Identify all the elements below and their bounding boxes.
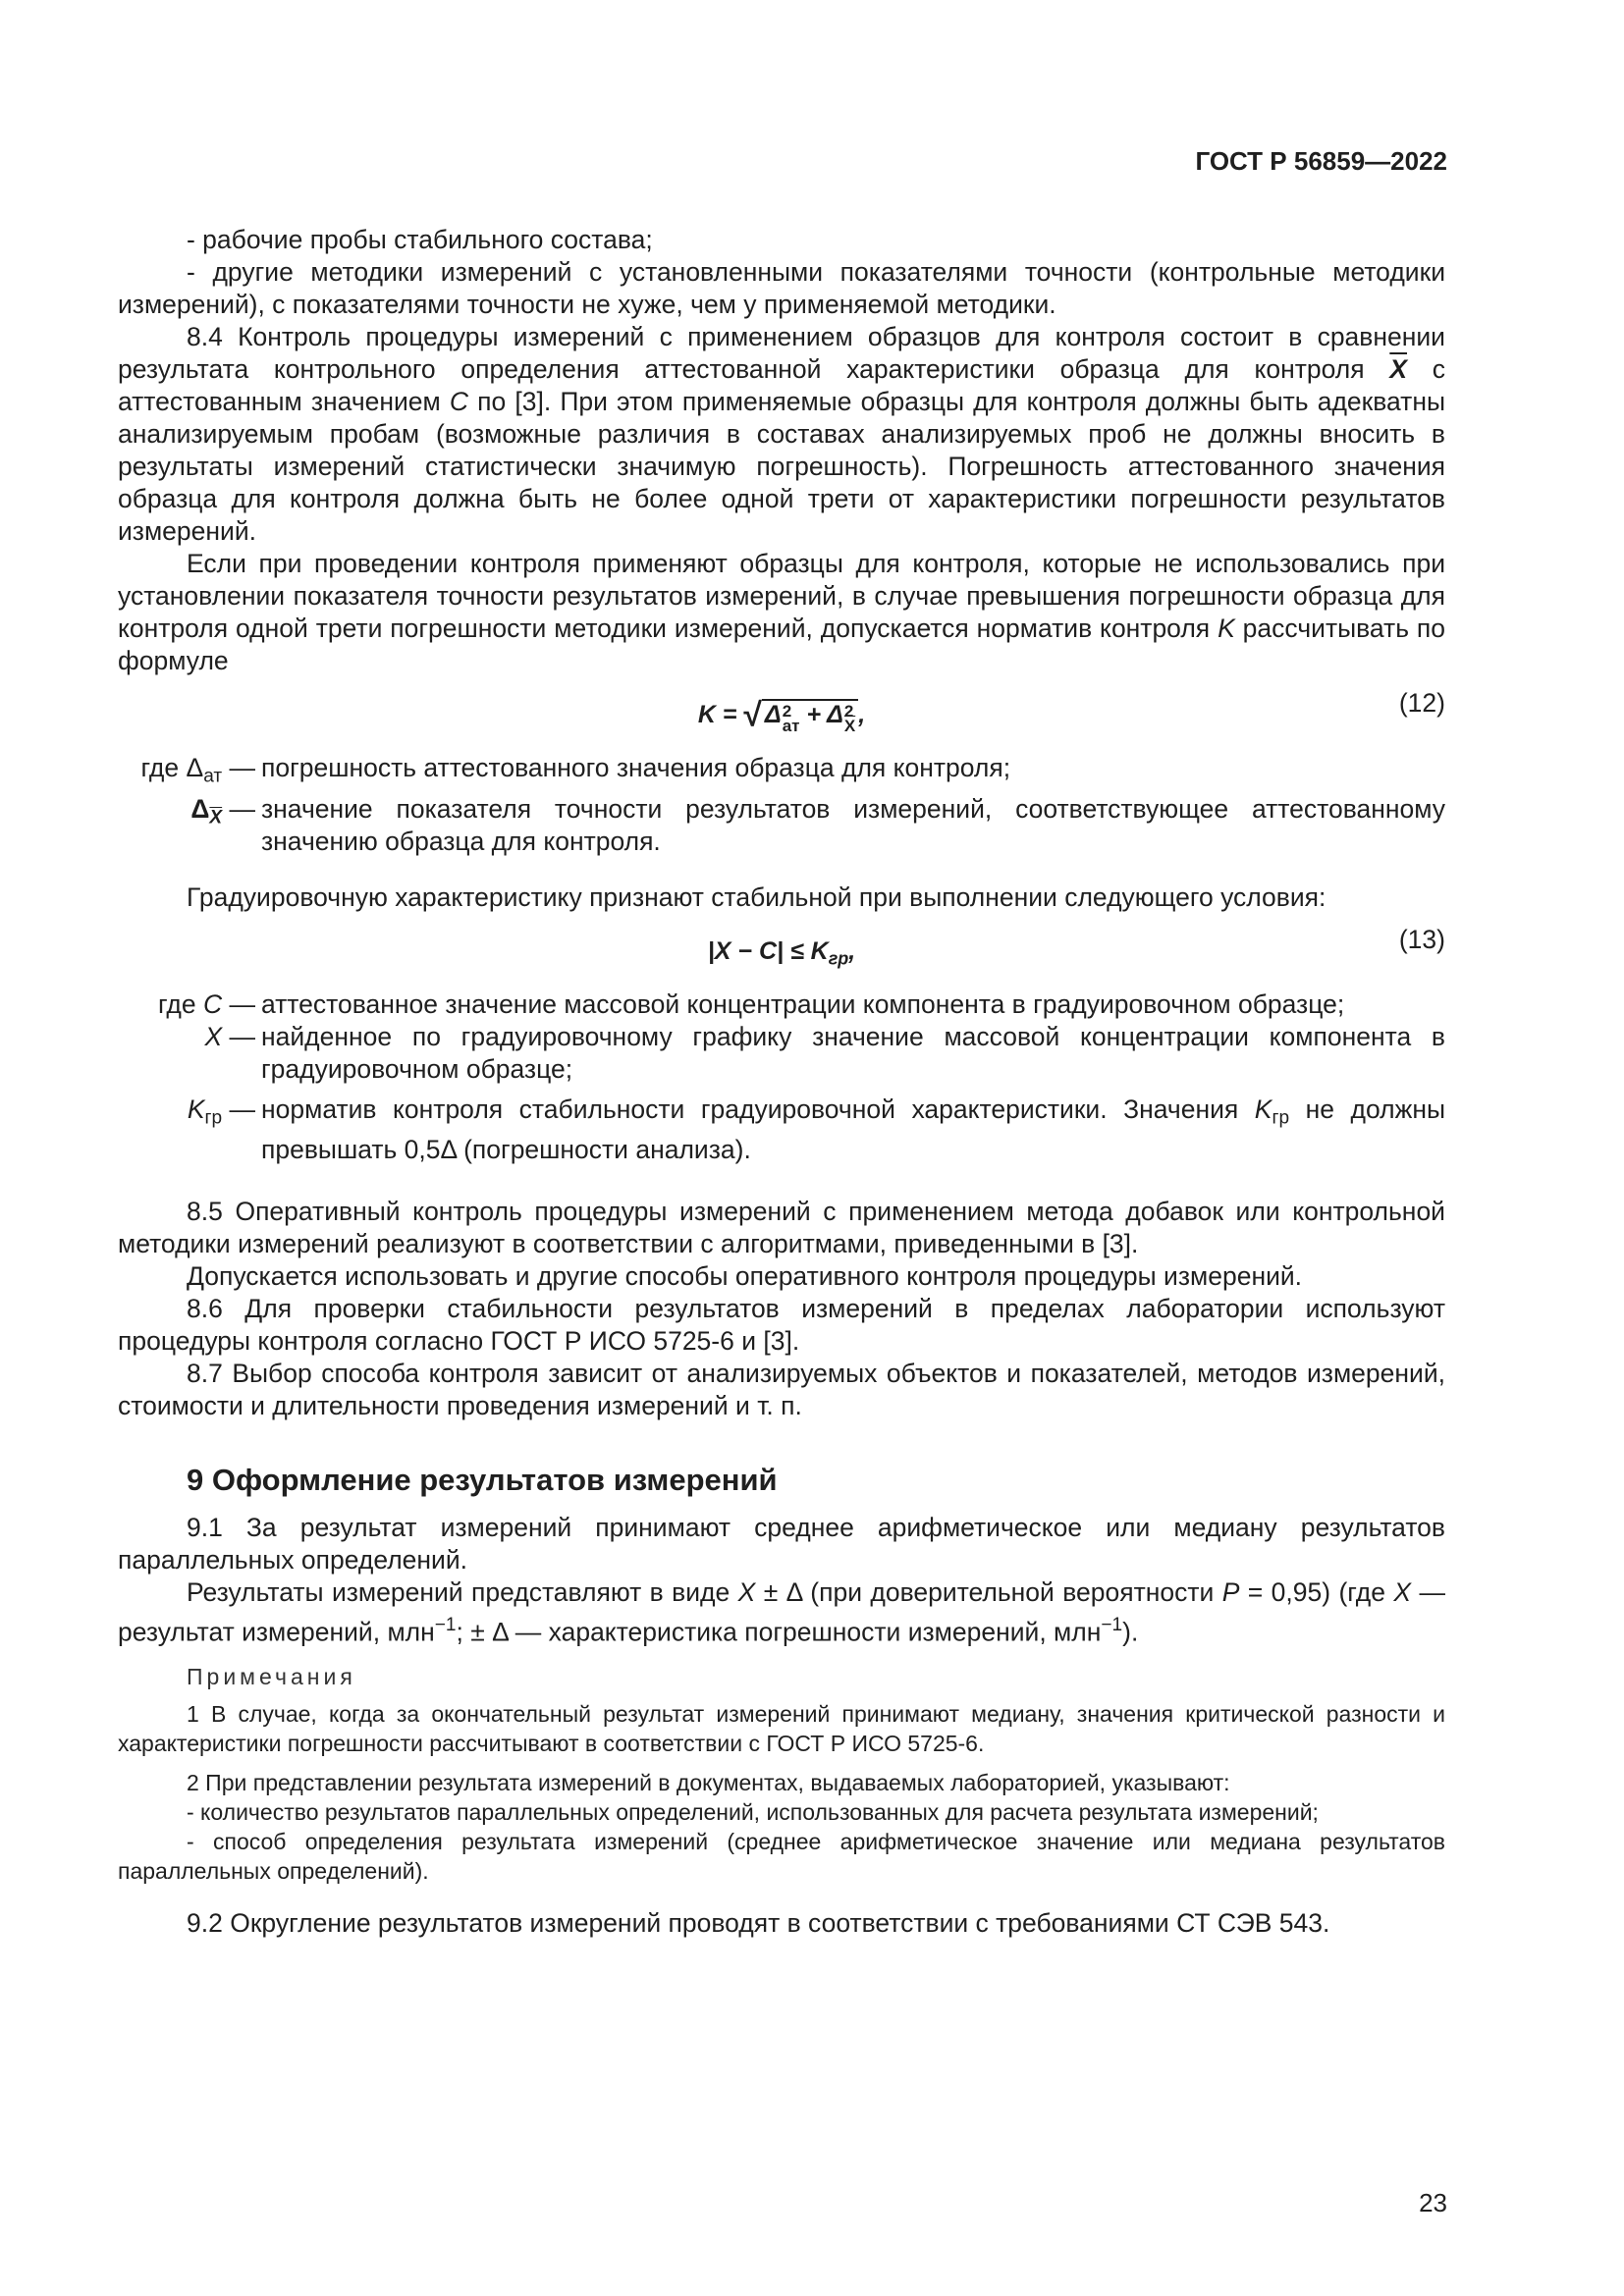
paragraph-8-5: 8.5 Оперативный контроль процедуры измерений с применением метода добавок или контрольной методики измерений реализуют в соответствии с алгоритмами, приведенными в [3].: [118, 1197, 1445, 1259]
where-item: $K_{гр}$ — норматив контроля стабильности градуировочной характеристики. Значения $K_{гр}$ не должны превышать 0,5Δ (погрешности анализа).: [187, 1094, 1446, 1165]
formula-13: [118, 920, 1445, 988]
formula-12-expression: K = √ Δ 2 ат + Δ $\frac{2}{X}$ ,: [697, 696, 866, 736]
paragraph-8-5-cont: Допускается использовать и другие способы оперативного контроля процедуры измерений.: [187, 1261, 1303, 1292]
bullet-item: - рабочие пробы стабильного состава;: [187, 225, 653, 254]
bullet-item: - другие методики измерений с установленными показателями точности (контрольные методики измерений), с показателями точности не хуже, чем у применяемой методики.: [118, 257, 1445, 319]
symbol-x-bar: $\overline{X}$: [1389, 354, 1408, 384]
where-item: X — найденное по градуировочному графику значение массовой концентрации компонента в градуировочном образце;: [204, 1021, 1445, 1084]
paragraph-9-1-cont: Результаты измерений представляют в виде X ± Δ (при доверительной вероятности P = 0,95) (где X — результат измерений, млн$^{-1}$; ± Δ — характеристика погрешности измерений, млн$^{-1}$).: [118, 1577, 1445, 1647]
paragraph-9-2: 9.2 Округление результатов измерений проводят в соответствии с требованиями СТ СЭВ 543.: [187, 1907, 1330, 1938]
formula-12: [118, 683, 1445, 752]
note-2-item: - способ определения результата измерений (среднее арифметическое значение или медиана результатов параллельных определений).: [118, 1828, 1445, 1884]
paragraph-8-4: 8.4 Контроль процедуры измерений с применением образцов для контроля состоит в сравнении результата контрольного определения аттестованной характеристики образца для контроля $\overline{X}$ с аттестованным значением C по [3]. При этом применяемые образцы для контроля должны быть адекватны анализируемым пробам (возможные различия в составах анализируемых проб не должны вносить в результаты измерений статистически значимую погрешность). Погрешность аттестованного значения образца для контроля должна быть не более одной трети от характеристики погрешности результатов измерений.: [118, 322, 1445, 546]
where-item: $\Delta_{\overline{X}}$ — значение показателя точности результатов измерений, соответствующее аттестованному значению образца для контроля.: [190, 793, 1445, 856]
note-2: 2 При представлении результата измерений в документах, выдаваемых лабораторией, указывают:: [187, 1769, 1230, 1795]
paragraph-grad: Градуировочную характеристику признают стабильной при выполнении следующего условия:: [187, 881, 1326, 912]
page-number: 23: [1419, 2188, 1447, 2217]
notes-heading: Примечания: [187, 1663, 356, 1689]
note-2-item: - количество результатов параллельных определений, использованных для расчета результата измерений;: [187, 1798, 1319, 1825]
formula-13-expression: $|X - C| \le K_{гр}$,: [707, 936, 856, 969]
formula-13-number: (13): [1398, 924, 1445, 954]
note-1: 1 В случае, когда за окончательный результат измерений принимают медиану, значения критической разности и характеристики погрешности рассчитывают в соответствии с ГОСТ Р ИСО 5725-6.: [118, 1700, 1445, 1756]
section-9-heading: 9 Оформление результатов измерений: [187, 1463, 778, 1498]
document-code-header: ГОСТ Р 56859—2022: [1195, 146, 1447, 176]
paragraph-8-4-cont: Если при проведении контроля применяют образцы для контроля, которые не использовались при установлении показателя точности результатов измерений, в случае превышения погрешности образца для контроля одной трети погрешности методики измерений, допускается норматив контроля K рассчитывать по формуле: [118, 549, 1445, 675]
paragraph-8-6: 8.6 Для проверки стабильности результатов измерений в пределах лаборатории используют процедуры контроля согласно ГОСТ Р ИСО 5725-6 и [3].: [118, 1294, 1445, 1357]
where-item: где $\Delta_{ат}$ — погрешность аттестованного значения образца для контроля;: [140, 753, 1011, 787]
paragraph-8-7: 8.7 Выбор способа контроля зависит от анализируемых объектов и показателей, методов измерений, стоимости и длительности проведения измерений и т. п.: [118, 1359, 1445, 1421]
where-item: где C — аттестованное значение массовой концентрации компонента в градуировочном образце;: [157, 988, 1345, 1019]
sqrt-icon: √: [743, 696, 762, 734]
page-content: [118, 224, 1445, 1940]
paragraph-9-1: 9.1 За результат измерений принимают среднее арифметическое или медиану результатов параллельных определений.: [118, 1513, 1445, 1575]
formula-12-number: (12): [1398, 688, 1445, 718]
